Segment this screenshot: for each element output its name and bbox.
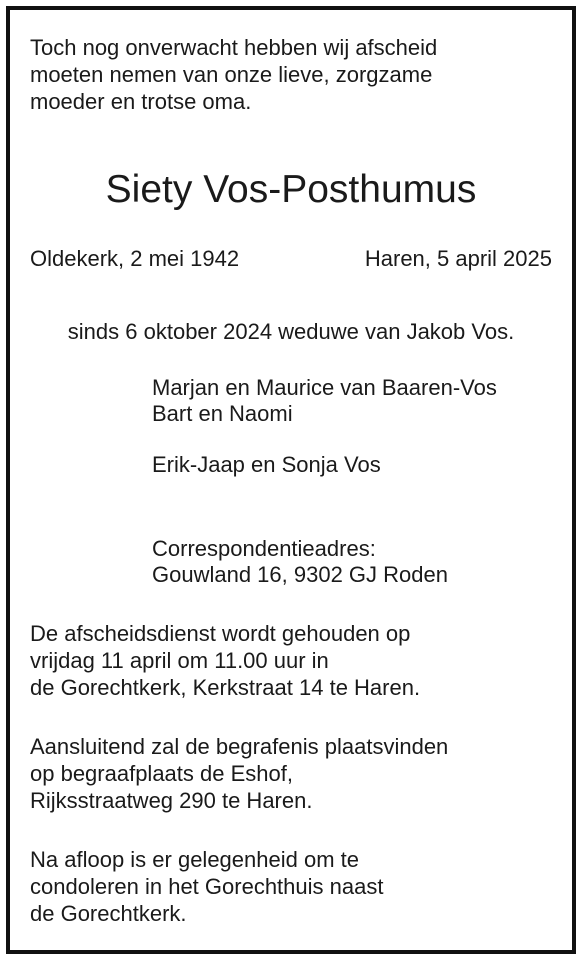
service-line: vrijdag 11 april om 11.00 uur in xyxy=(30,648,329,673)
correspondence-address: Gouwland 16, 9302 GJ Roden xyxy=(152,562,448,587)
family-member: Marjan en Maurice van Baaren-Vos xyxy=(152,375,497,400)
intro-line: Toch nog onverwacht hebben wij afscheid xyxy=(30,35,438,60)
correspondence-label: Correspondentieadres: xyxy=(152,536,376,561)
service-line: De afscheidsdienst wordt gehouden op xyxy=(30,621,411,646)
deceased-name: Siety Vos-Posthumus xyxy=(105,168,477,211)
condolence-line: condoleren in het Gorechthuis naast xyxy=(30,874,384,899)
family-member: Bart en Naomi xyxy=(152,401,293,426)
intro-line: moeder en trotse oma. xyxy=(30,89,252,114)
burial-line: Aansluitend zal de begrafenis plaatsvinden xyxy=(30,734,449,759)
burial-line: op begraafplaats de Eshof, xyxy=(30,761,293,786)
birth-place-date: Oldekerk, 2 mei 1942 xyxy=(30,246,240,271)
widow-note: sinds 6 oktober 2024 weduwe van Jakob Vos. xyxy=(67,319,515,344)
service-line: de Gorechtkerk, Kerkstraat 14 te Haren. xyxy=(30,675,421,700)
burial-line: Rijksstraatweg 290 te Haren. xyxy=(30,788,313,813)
family-member: Erik-Jaap en Sonja Vos xyxy=(152,452,381,477)
condolence-line: Na afloop is er gelegenheid om te xyxy=(30,847,359,872)
condolence-line: de Gorechtkerk. xyxy=(30,901,187,926)
intro-line: moeten nemen van onze lieve, zorgzame xyxy=(30,62,433,87)
death-place-date: Haren, 5 april 2025 xyxy=(364,246,552,271)
